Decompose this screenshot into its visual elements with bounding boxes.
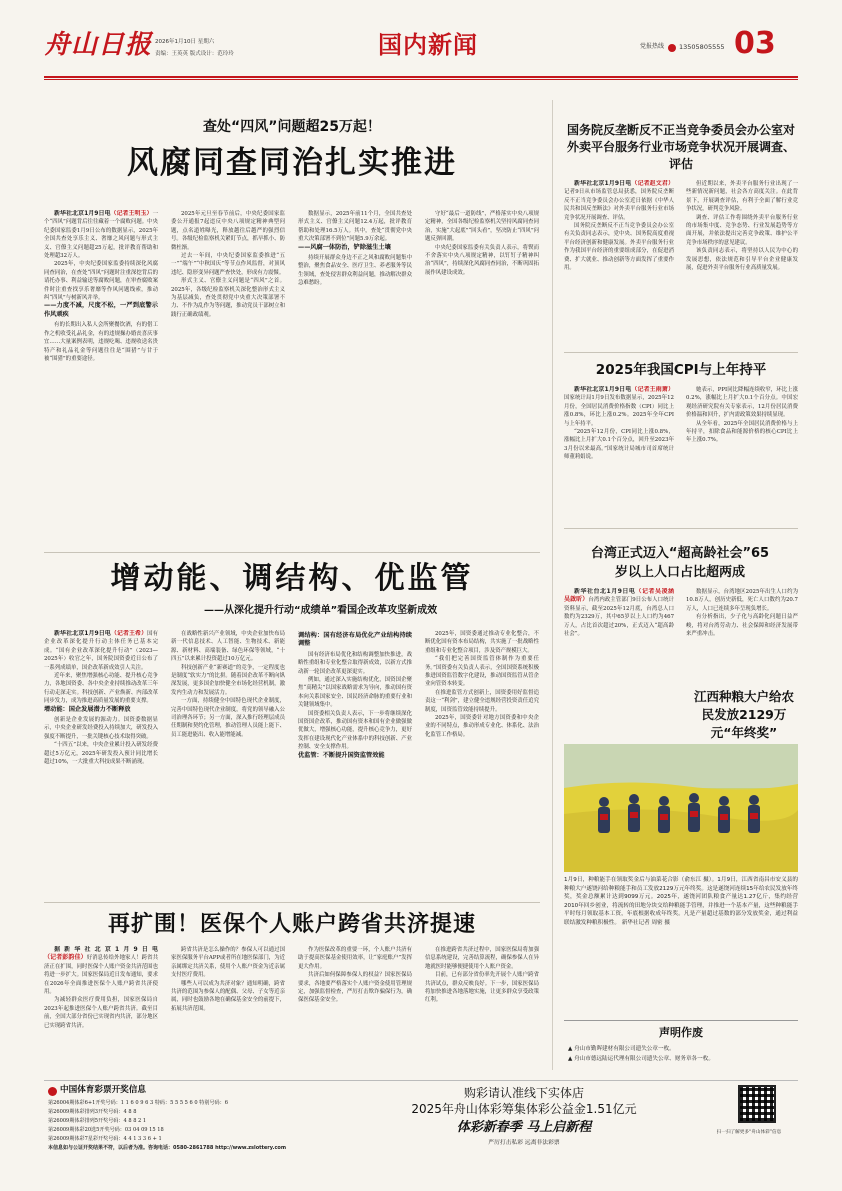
column-divider — [552, 100, 553, 1070]
qr-code — [738, 1085, 776, 1123]
qr-caption: 扫一扫了解更多“舟山体彩”信息 — [716, 1130, 782, 1135]
story1-paragraph: 2025年，中央纪委国家监委持续深化风腐同查同治，在查处“四风”问题时注重深挖背后的请托办事、利益输送等腐败问题，在审查腐败案件时注重查找享乐奢靡等作风问题线索，推动纠“四风”与树新风并举。 — [44, 261, 158, 302]
story7-byline: （记者彭韵佳） — [44, 954, 87, 962]
story7-paragraph: 好消息传给外地家人！跨省共济正在扩围，同时医保个人账户资金共济范围也将进一步扩大。国家医保局近日发布通知，要求在2026年全面推进医保个人账户跨省共济使用。 — [44, 955, 158, 996]
hotline-number: 13505805555 — [679, 43, 725, 51]
story2-paragraph: “十四五”以来，中央企业累计投入研发经费超过5万亿元，2025年研发投入预计同比增长超过10%，一大批重大科技成果不断涌现。 — [44, 742, 158, 766]
story3-col2 — [686, 180, 798, 346]
ad-line2: 2025年舟山体彩筹集体彩公益金1.51亿元 — [411, 1102, 637, 1116]
divider — [564, 352, 798, 353]
rapeseed-field-photo — [564, 744, 798, 872]
story2-paragraph: 在战略性新兴产业领域，中央企业加快布局新一代信息技术、人工智能、生物技术、新能源、新材料、高端装备、绿色环保等领域，“十四五”以来累计投资超过10万亿元。 — [171, 631, 285, 663]
story3-paragraph: 但近期以来，外卖平台服务行业出现了一些新情况新问题，社会各方高度关注。在此背景下，开展调查评估，有利于全面了解行业竞争状况，研判竞争风险。 — [686, 181, 798, 213]
story7-col3 — [298, 946, 412, 1062]
story3-paragraph: 记者9日从市场监管总局获悉，国务院反垄断反不正当竞争委员会办公室近日依据《中华人民共和国反垄断法》对外卖平台服务行业市场竞争状况开展调查、评估。 — [564, 189, 674, 221]
page-number: 03 — [734, 26, 776, 61]
lottery-logo-icon — [48, 1087, 57, 1096]
story5-paragraph: 有分析指出，少子化与高龄化问题日益严峻，将对台湾劳动力、社会保障和经济发展带来严重冲击。 — [686, 614, 798, 638]
story2-paragraph: 近年来，聚焦增强核心功能、提升核心竞争力，各地国资委、各中央企业持续推动改革三年行动走深走实。科技创新、产业焕新、内部改革同步发力，成为推进高质量发展的重要支撑。 — [44, 673, 158, 705]
story4-dateline: 新华社北京1月9日电 — [574, 386, 632, 393]
story5-col2 — [686, 588, 798, 680]
story2-body — [44, 630, 540, 896]
story7-body — [44, 946, 540, 1062]
story3-dateline: 新华社北京1月9日电 — [574, 180, 632, 187]
story5-headline: 台湾正式迈入“超高龄社会”65岁以上人口占比超两成 — [590, 546, 770, 580]
story4-paragraph: 国家统计局1月9日发布数据显示，2025年12月份，全国居民消费价格指数（CPI）同比上涨0.8%，环比上涨0.2%。2025年全年CPI与上年持平。 — [564, 395, 674, 427]
story2-headline: 增动能、调结构、优监管 — [110, 561, 474, 596]
hotline-label: 党报热线 — [640, 43, 665, 50]
story2-byline: （记者王希） — [110, 630, 148, 637]
newspaper-logo: 舟山日报 — [44, 30, 153, 60]
story1-col2 — [171, 210, 285, 542]
story1-subheading: ——力度不减，尺度不松，一严到底警示作风顽疾 — [44, 302, 158, 318]
story5-paragraph: 数据显示，台湾地区2025年出生人口约为10.8万人，创历史新低，死亡人口数约为20.7万人，人口已连续多年呈现负增长。 — [686, 589, 798, 612]
story2-col4 — [425, 630, 539, 896]
story5-col1 — [564, 588, 674, 680]
lottery-line: 第26009期体彩20选5开奖号码：03 04 09 15 18 — [48, 1127, 164, 1133]
story2-paragraph: 在推进监管方式创新上，国资委用好监督追责这一“利剑”，建立健全违规经营投资责任追究制度，国资监管效能持续提升。 — [425, 689, 539, 713]
story1-col1 — [44, 210, 158, 542]
lottery-footer: 本信息如与公证开奖结果不符，以后者为准。咨询电话：0580-2861788 http://www.zslottery.com — [48, 1145, 287, 1151]
story1-paragraph: 守好“最后一道防线”，严格落实中央八项规定精神，全国各级纪检监察机关坚持风腐同查同治，实施“大起底”“回头看”，坚决防止“四风”问题反弹回潮。 — [425, 211, 539, 243]
story1-kicker: 查处“四风”问题超25万起！ — [203, 119, 381, 135]
story7-paragraph: 目前，已有部分省份率先开展个人账户跨省共济试点，群众反映良好。下一步，国家医保局将加快推进各地落地实施，让更多群众享受政策红利。 — [425, 972, 539, 1004]
story1-byline: （记者王明玉） — [110, 210, 153, 217]
story4-byline: （记者王雨萧） — [631, 386, 674, 393]
lottery-line: 第26004期体彩6+1开奖号码：1 1 6 0 9 6 3 特码：5 5 5 5 6 0 特别号码：6 — [48, 1100, 228, 1106]
masthead-divider-thin — [44, 79, 798, 80]
story2-col3 — [298, 630, 412, 896]
lottery-ad — [354, 1081, 798, 1155]
story2-paragraph: 国资委相关负责人表示，下一步将继续深化国资国企改革，推动国有资本和国有企业做强做优做大，增强核心功能，提升核心竞争力，更好发挥在建设现代化产业体系中的科技创新、产业控制、安全支撑作用。 — [298, 710, 412, 751]
story2-paragraph: 国有企业改革深化提升行动主体任务已基本完成。“国有企业改革深化提升行动”（2023—2025年）收官之年，国务院国资委近日公布了一系列成绩单，国企改革新成效引人关注。 — [44, 631, 158, 671]
lottery-panel — [44, 1081, 344, 1155]
divider — [44, 902, 540, 903]
story2-paragraph: 国有经济布局优化和结构调整加快推进，战略性重组和专业化整合取得新成效，以新方式推动新一轮国企改革更深更实。 — [298, 651, 412, 675]
photo-people-illustration — [564, 744, 798, 872]
divider — [564, 528, 798, 529]
story1-col4 — [425, 210, 539, 542]
story7-paragraph: 为减轻群众医疗费用负担，国家医保局自2023年起推进医保个人账户跨省共济。截至目前，全国大部分省份已实现省内共济，部分地区已实现跨省共济。 — [44, 997, 158, 1029]
lottery-line: 第26009期体彩7星彩开奖号码：4 4 1 3 3 6 + 1 — [48, 1136, 162, 1142]
story6-caption: 1月9日，种粮能手在领取奖金后与油菜花合影（俞东江 摄）。1月9日，江西省南昌市安义县的种粮大户遂饶河给种粮能手和员工发放2129万元年终奖。这是遂饶河连续15年给农民发放年终奖，奖金总额累计达到9099万元。2025年，遂饶河团队粮食产量达1.27亿斤，集约经营2010年回乡创业，将流转的田地分块交给种粮能手管理，并推进一个基本产量，这些种粮能手平时每月领取基本工资，年底根据收成年终奖。凡是产量超过基数的部分发放奖金，通过利益联结激发种粮积极性。 新华社记者 周密 摄 — [564, 877, 798, 926]
notice-box — [564, 1020, 798, 1068]
story7-col4 — [425, 946, 539, 1062]
story3-paragraph: 国务院反垄断反不正当竞争委员会办公室有关负责同志表示，党中央、国务院高度重视平台经济创新和健康发展。外卖平台服务行业作为我国平台经济的重要组成部分，在促进消费、扩大就业、推动创新等方面发挥了重要作用。 — [564, 223, 674, 272]
masthead-divider — [44, 76, 798, 78]
story7-headline: 再扩围！医保个人账户跨省共济提速 — [107, 912, 476, 937]
story2-paragraph: 2025年，国资委通过推动专业化整合，不断优化国有资本布局结构，共实施了一批战略性重组和专业化整合项目，涉及资产规模巨大。 — [425, 631, 539, 654]
editor-credits: 责编：王英英 版式设计：范玲玲 — [155, 51, 234, 57]
phone-icon — [668, 44, 676, 52]
story2-paragraph: 创新是企业发展的源动力。国资委数据显示，中央企业研发经费投入持续加大，研发投入强度不断提升，一批关键核心技术取得突破。 — [44, 717, 158, 740]
masthead — [0, 0, 842, 78]
story1-paragraph: 中央纪委国家监委有关负责人表示，将锲而不舍落实中央八项规定精神，以钉钉子精神纠治“四风”，持续深化风腐同查同治，不断巩固拓展作风建设成效。 — [425, 244, 539, 276]
story2-paragraph: 2025年，国资委针对地方国资委和中央企业的不同特点，推动形成专业化、体系化、法治化监管工作格局。 — [425, 715, 539, 738]
story1-paragraph: 有的长期出入私人会所聚餐饮酒，有的借工作之机收受礼品礼金，有的违规操办婚丧喜庆事宜……大量案例表明，违规吃喝、违规收送名贵特产和礼品礼金等问题往往是“围猎”与甘于被“围猎”的重要途径。 — [44, 322, 158, 362]
notice-item: ▲ 舟山市德远陆运代理有限公司遗失公章、财务章各一枚。 — [568, 1056, 714, 1062]
story5-dateline: 新华社台北1月9日电 — [574, 588, 636, 595]
story7-col1 — [44, 946, 158, 1062]
story3-col1 — [564, 180, 674, 346]
story1-body — [44, 210, 540, 542]
story2-subheading: 增动能：国企发展潜力不断释放 — [44, 705, 131, 713]
story3-byline: （记者赵文君） — [631, 180, 674, 187]
story2-subheading: 优监管：不断提升国资监管效能 — [298, 751, 385, 759]
notice-item: ▲ 舟山市勤晖建材有限公司遗失公章一枚。 — [568, 1046, 675, 1052]
story4-paragraph: “2025年12月份，CPI同比上涨0.8%，涨幅比上月扩大0.1个百分点，回升至2023年3月份以来最高。”国家统计局城市司首席统计师董莉娟说。 — [564, 429, 674, 461]
story2-col2 — [171, 630, 285, 896]
story2-paragraph: 科技创新产业“新赛道”的竞争，一定程度也是制度“软实力”的比拼。随着国企改革不断向纵深发展，更多国企加快健全市场化经营机制，激发内生动力和发展活力。 — [171, 664, 285, 696]
story4-headline: 2025年我国CPI与上年持平 — [595, 362, 767, 378]
story3-body — [564, 180, 798, 346]
story1-paragraph: 2025年元旦至春节前后，中央纪委国家监委公开通报7起违反中央八项规定精神典型问题，点名道姓曝光，释放越往后越严的强烈信号。各级纪检监察机关紧盯节点，抓早抓小、防微杜渐。 — [171, 211, 285, 251]
ad-line1: 购彩请认准线下实体店 — [463, 1086, 584, 1100]
story7-paragraph: 作为医保改革的重要一环，个人账户共济有助于提高医保基金使用效率，让“家庭账户”发挥更大作用。 — [298, 947, 412, 970]
notice-title: 声明作废 — [659, 1026, 703, 1039]
story1-dateline: 新华社北京1月9日电 — [54, 210, 111, 217]
story1-paragraph: 形式主义、官僚主义问题是“四风”之首。2025年，各级纪检监察机关深化整治形式主义为基层减负，查处贯彻党中央重大决策部署不力、不作为乱作为等问题，推动党员干部树立和践行正确政绩观。 — [171, 278, 285, 318]
story1-paragraph: 过去一年间，中央纪委国家监委推进“五一”“端午”“中秋国庆”等节点作风监督，对顶风违纪、隐形变异问题严查快处，形成有力震慑。 — [171, 253, 285, 276]
story4-col1 — [564, 386, 674, 520]
story7-col2 — [171, 946, 285, 1062]
story2-paragraph: “我们把完善国资监管体制作为重要任务。”国资委有关负责人表示，全国国资系统积极推进国资监管数字化建设，推动国资监管从管企业向管资本转变。 — [425, 656, 539, 688]
story2-subhead: ——从深化提升行动“成绩单”看国企改革攻坚新成效 — [204, 605, 438, 616]
story3-paragraph: 调查、评估工作将围绕外卖平台服务行业的市场集中度、竞争态势、行业发展趋势等方面开展，并依法提出完善竞争政策、维护公平竞争市场秩序的意见建议。 — [686, 214, 798, 246]
story7-paragraph: 共济后如何保障参保人的权益？国家医保局要求，各地要严格落实个人账户资金使用管理规定，加强监督检查，严厉打击欺诈骗保行为，确保医保基金安全。 — [298, 972, 412, 1004]
story5-body — [564, 588, 798, 680]
divider — [44, 552, 540, 553]
ad-slogan: 体彩新春季 马上启新程 — [456, 1120, 592, 1135]
story1-col3 — [298, 210, 412, 542]
story4-paragraph: 她表示，PPI同比降幅连续收窄，环比上涨0.2%，涨幅比上月扩大0.1个百分点。中国宏观经济研究院有关专家表示，12月份居民消费价格温和回升，扩内需政策效果持续显现。 — [686, 387, 798, 419]
story4-paragraph: 从全年看，2025年全国居民消费价格与上年持平，扣除食品和能源价格的核心CPI比上年上涨0.7%。 — [686, 420, 798, 444]
story2-paragraph: 例如，通过深入实施结构优化，国资国企聚焦“高精尖”以国家战略需求为导向，推动国有资本向关系国家安全、国民经济命脉的重要行业和关键领域集中。 — [298, 677, 412, 709]
story1-subheading: ——风腐一体防治，铲除滋生土壤 — [298, 243, 391, 251]
story7-paragraph: 哪些人可以成为共济对象？通知明确，跨省共济的范围为参保人的配偶、父母、子女等近亲属，同时也鼓励各地在确保基金安全的前提下，拓展共济范围。 — [171, 980, 285, 1012]
lottery-line: 第26009期体彩排列3开奖号码：4 8 8 — [48, 1109, 137, 1115]
story2-dateline: 新华社北京1月9日电 — [54, 630, 111, 637]
story7-paragraph: 跨省共济是怎么操作的？参保人可以通过国家医保服务平台APP或者所在地医保部门，为近亲属绑定共济关系，使用个人账户资金为近亲属支付医疗费用。 — [171, 947, 285, 979]
story1-paragraph: 持续开展群众身边不正之风和腐败问题集中整治，聚焦食品安全、医疗卫生、养老服务等民生领域，查处侵害群众利益问题，推动解决群众急难愁盼。 — [298, 255, 412, 287]
story3-headline: 国务院反垄断反不正当竞争委员会办公室对外卖平台服务行业市场竞争状况开展调查、评估 — [566, 123, 795, 171]
story5-paragraph: 台湾内政主管部门9日公布人口统计资料显示，截至2025年12月底，台湾总人口数约为2329万，其中65岁以上人口约为467万人，占比首次超过20%，正式迈入“超高龄社会”。 — [564, 597, 674, 638]
story2-subheading: 调结构：国有经济布局优化产业结构持续调整 — [298, 632, 412, 648]
story1-headline: 风腐同查同治扎实推进 — [127, 145, 457, 181]
story3-paragraph: 该负责同志表示，将坚持以人民为中心的发展思想，依法规范和引导平台企业健康发展，促进外卖平台服务行业高质量发展。 — [686, 248, 798, 272]
story7-paragraph: 在推进跨省共济过程中，国家医保局将加强信息系统建设，完善结算流程，确保参保人在异地就医时能够便捷使用个人账户资金。 — [425, 947, 539, 970]
ad-warning: 严厉打击私彩 远离非法彩票 — [488, 1140, 560, 1146]
story5-byline: （记者吴凌涵 吴啟昕） — [564, 588, 674, 604]
lottery-title: 中国体育彩票开奖信息 — [60, 1085, 146, 1095]
story7-dateline: 据新华社北京1月9日电 — [54, 946, 158, 953]
story1-paragraph: 一个“四风”问题背后往往藏着一个腐败问题。中央纪委国家监委1月9日公布的数据显示，2025年全国共查处享乐主义、奢靡之风问题与形式主义、官僚主义问题超25万起，批评教育帮助和处理超32万人。 — [44, 211, 158, 260]
lottery-line: 第26009期体彩排列5开奖号码：4 8 8 2 1 — [48, 1118, 147, 1124]
story1-paragraph: 数据显示，2025年前11个月，全国共查处形式主义、官僚主义问题12.4万起，批评教育帮助和处理16.5万人。其中，查处“贯彻党中央重大决策部署不到位”问题5.9万余起。 — [298, 211, 412, 243]
section-title: 国内新闻 — [378, 31, 478, 59]
story4-body — [564, 386, 798, 520]
issue-date: 2026年1月10日 星期六 — [155, 39, 215, 45]
footer-band — [44, 1080, 798, 1154]
story4-col2 — [686, 386, 798, 520]
story2-col1 — [44, 630, 158, 896]
story6-headline: 江西种粮大户给农民发放2129万元“年终奖” — [693, 689, 794, 740]
story2-paragraph: 一方面，持续健全中国特色现代企业制度，完善中国特色现代企业制度，将党的领导融入公司治理各环节；另一方面，深入推行经理层成员任期制和契约化管理，推动管理人员能上能下、员工能进能出、收入能增能减。 — [171, 698, 285, 738]
